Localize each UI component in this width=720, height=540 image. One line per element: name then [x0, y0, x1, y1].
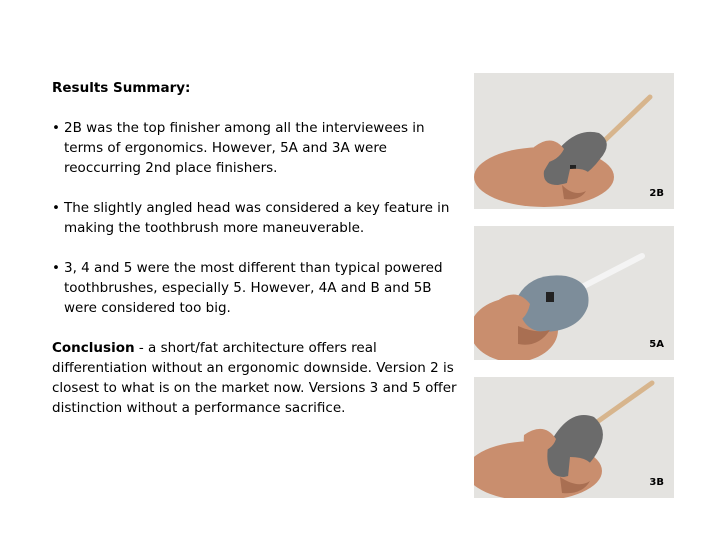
results-summary	[52, 78, 457, 418]
finding-item	[52, 118, 457, 178]
hand-holding-toothbrush-image	[474, 377, 674, 498]
conclusion-text: - a short/fat architecture offers real differentiation without an ergonomic downside. Version 2 is closest to what is on the market now. Versions 3 and 5 offer distinction without a performance sacrifice.	[52, 340, 457, 416]
toothbrush-photo-3b	[474, 377, 674, 498]
finding-item	[52, 198, 457, 238]
hand-holding-toothbrush-image	[474, 73, 674, 209]
photo-label: 3B	[649, 477, 664, 488]
bullet-icon: •	[52, 200, 60, 216]
hand-holding-toothbrush-image	[474, 226, 674, 360]
finding-text: The slightly angled head was considered a key feature in making the toothbrush more maneuverable.	[64, 200, 450, 236]
finding-item	[52, 258, 457, 318]
toothbrush-photo-2b	[474, 73, 674, 209]
finding-text: 3, 4 and 5 were the most different than typical powered toothbrushes, especially 5. However, 4A and B and 5B were considered too big.	[64, 260, 443, 316]
finding-text: 2B was the top finisher among all the interviewees in terms of ergonomics. However, 5A and 3A were reoccurring 2nd place finishers.	[64, 120, 425, 176]
summary-heading: Results Summary:	[52, 80, 191, 96]
conclusion-paragraph	[52, 338, 457, 418]
bullet-icon: •	[52, 120, 60, 136]
findings-list	[52, 118, 457, 318]
photo-label: 5A	[649, 339, 664, 350]
bullet-icon: •	[52, 260, 60, 276]
photo-label: 2B	[649, 188, 664, 199]
conclusion-label: Conclusion	[52, 340, 135, 356]
toothbrush-photo-5a	[474, 226, 674, 360]
